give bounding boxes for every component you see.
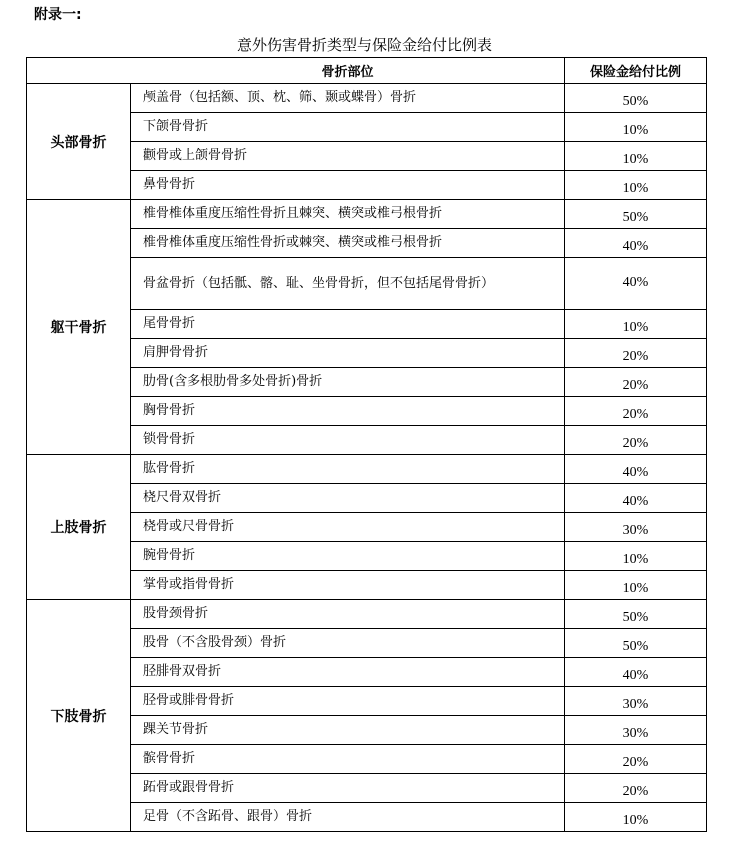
- table-title: 意外伤害骨折类型与保险金给付比例表: [236, 36, 492, 54]
- category-trunk: 躯干骨折: [27, 200, 131, 455]
- part-cell: 椎骨椎体重度压缩性骨折且棘突、横突或椎弓根骨折: [131, 200, 565, 229]
- part-cell: 桡骨或尺骨骨折: [131, 513, 565, 542]
- ratio-cell: 10%: [565, 542, 707, 571]
- part-cell: 鼻骨骨折: [131, 171, 565, 200]
- category-lower-limb: 下肢骨折: [27, 600, 131, 832]
- ratio-cell: 40%: [565, 455, 707, 484]
- part-cell: 股骨颈骨折: [131, 600, 565, 629]
- part-cell: 腕骨骨折: [131, 542, 565, 571]
- part-cell: 骨盆骨折（包括骶、髂、耻、坐骨骨折，但不包括尾骨骨折）: [131, 258, 565, 310]
- part-cell: 肩胛骨骨折: [131, 339, 565, 368]
- table-row: [27, 600, 707, 629]
- ratio-cell: 10%: [565, 113, 707, 142]
- ratio-cell: 10%: [565, 142, 707, 171]
- ratio-cell: 20%: [565, 339, 707, 368]
- part-cell: 胸骨骨折: [131, 397, 565, 426]
- ratio-cell: 10%: [565, 310, 707, 339]
- ratio-cell: 30%: [565, 687, 707, 716]
- header-part: 骨折部位: [27, 58, 565, 84]
- ratio-cell: 50%: [565, 629, 707, 658]
- header-ratio: 保险金给付比例: [565, 58, 707, 84]
- header-row: [27, 58, 707, 84]
- ratio-cell: 30%: [565, 513, 707, 542]
- ratio-cell: 40%: [565, 658, 707, 687]
- ratio-cell: 10%: [565, 803, 707, 832]
- part-cell: 跖骨或跟骨骨折: [131, 774, 565, 803]
- part-cell: 下颌骨骨折: [131, 113, 565, 142]
- part-cell: 踝关节骨折: [131, 716, 565, 745]
- part-cell: 尾骨骨折: [131, 310, 565, 339]
- ratio-cell: 50%: [565, 600, 707, 629]
- part-cell: 胫骨或腓骨骨折: [131, 687, 565, 716]
- category-upper-limb: 上肢骨折: [27, 455, 131, 600]
- table-row: [27, 200, 707, 229]
- part-cell: 桡尺骨双骨折: [131, 484, 565, 513]
- table-row: [27, 84, 707, 113]
- ratio-cell: 40%: [565, 484, 707, 513]
- part-cell: 颧骨或上颌骨骨折: [131, 142, 565, 171]
- fracture-ratio-table: [26, 57, 707, 832]
- ratio-cell: 20%: [565, 368, 707, 397]
- part-cell: 肱骨骨折: [131, 455, 565, 484]
- ratio-cell: 20%: [565, 397, 707, 426]
- part-cell: 椎骨椎体重度压缩性骨折或棘突、横突或椎弓根骨折: [131, 229, 565, 258]
- appendix-label: 附录一:: [34, 7, 82, 23]
- part-cell: 足骨（不含跖骨、跟骨）骨折: [131, 803, 565, 832]
- ratio-cell: 20%: [565, 426, 707, 455]
- ratio-cell: 20%: [565, 745, 707, 774]
- category-head: 头部骨折: [27, 84, 131, 200]
- part-cell: 髌骨骨折: [131, 745, 565, 774]
- ratio-cell: 40%: [565, 258, 707, 310]
- part-cell: 颅盖骨（包括额、顶、枕、筛、颞或蝶骨）骨折: [131, 84, 565, 113]
- part-cell: 肋骨(含多根肋骨多处骨折)骨折: [131, 368, 565, 397]
- ratio-cell: 20%: [565, 774, 707, 803]
- ratio-cell: 50%: [565, 200, 707, 229]
- part-cell: 掌骨或指骨骨折: [131, 571, 565, 600]
- ratio-cell: 10%: [565, 571, 707, 600]
- part-cell: 胫腓骨双骨折: [131, 658, 565, 687]
- part-cell: 股骨（不含股骨颈）骨折: [131, 629, 565, 658]
- table-row: [27, 455, 707, 484]
- part-cell: 锁骨骨折: [131, 426, 565, 455]
- ratio-cell: 10%: [565, 171, 707, 200]
- ratio-cell: 40%: [565, 229, 707, 258]
- ratio-cell: 50%: [565, 84, 707, 113]
- ratio-cell: 30%: [565, 716, 707, 745]
